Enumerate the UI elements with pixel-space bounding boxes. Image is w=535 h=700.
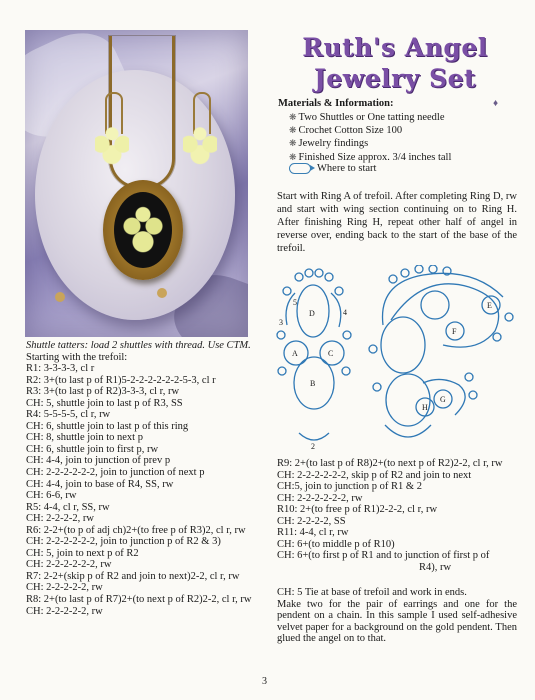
- instruction-line: CH: 2-2-2-2, SS: [277, 515, 346, 527]
- instruction-line: CH: 6+(to first p of R1 and to junction of first p of: [277, 550, 490, 562]
- list-item: [289, 151, 451, 164]
- instruction-line: CH: 2-2-2-2-2-2, rw: [26, 559, 112, 571]
- tatting-diagram: [273, 265, 518, 457]
- instruction-line: CH: 4-4, join to junction of prev p: [26, 455, 171, 467]
- instruction-line: Starting with the trefoil:: [26, 351, 128, 363]
- angel-earring: [183, 125, 217, 165]
- list-item: [289, 137, 451, 150]
- instruction-line: R5: 4-4, cl r, SS, rw: [26, 501, 110, 513]
- bead: [157, 288, 167, 298]
- instruction-line: CH: 5, join to next p of R2: [26, 547, 139, 559]
- star-bullet-icon: ❋: [289, 125, 297, 136]
- material-text: Crochet Cotton Size 100: [298, 125, 403, 137]
- right-instructions: [277, 458, 517, 573]
- ring-label: E: [487, 301, 492, 310]
- instruction-line: CH:5, join to junction p of R1 & 2: [277, 481, 422, 493]
- instruction-line: CH: 2-2-2-2-2, rw: [26, 582, 103, 594]
- star-bullet-icon: ❋: [289, 151, 297, 162]
- title-line: Jewelry Set: [313, 64, 477, 93]
- where-to-start: [289, 163, 376, 174]
- material-text: Jewelry findings: [298, 138, 369, 150]
- instruction-line: CH: 2-2-2-2, rw: [26, 513, 94, 525]
- page-title: [290, 32, 500, 94]
- closing-paragraph: Make two for the pair of earrings and one for the pendent on a chain. In this sample I used self-adhesive velvet paper for a background on the gold pendent. Then glued the angel on to that.: [277, 598, 517, 644]
- arrow-start-icon: [289, 163, 311, 174]
- instruction-line: R8: 2+(to last p of R7)2+(to next p of R2)2-2, cl r, rw: [26, 594, 252, 606]
- materials-heading: Materials & Information:: [278, 98, 394, 109]
- picot-count-label: 2: [311, 442, 315, 451]
- ring-label: D: [309, 309, 315, 318]
- closing-instructions: [277, 587, 517, 645]
- left-instructions: [26, 340, 266, 617]
- where-to-start-label: Where to start: [317, 163, 377, 174]
- ring-label: A: [292, 349, 298, 358]
- materials-list: [289, 111, 451, 164]
- instruction-line: R10: 2+(to free p of R1)2-2-2, cl r, rw: [277, 504, 438, 516]
- instruction-line: CH: 2-2-2-2-2-2, join to junction of next p: [26, 467, 205, 479]
- instruction-line: CH: 6-6, rw: [26, 490, 77, 502]
- instruction-line: CH: 8, shuttle join to next p: [26, 432, 143, 444]
- instruction-line: CH: 2-2-2-2-2-2, rw: [277, 492, 363, 504]
- ring-label: C: [328, 349, 334, 358]
- instruction-line: R1: 3-3-3-3, cl r: [26, 363, 95, 375]
- picot-count-label: 5: [293, 298, 297, 307]
- list-item: [289, 111, 451, 124]
- bead: [55, 292, 65, 302]
- angel-earring: [95, 125, 129, 165]
- star-bullet-icon: ❋: [289, 138, 297, 149]
- instruction-line: CH: 6, shuttle join to first p, rw: [26, 443, 159, 455]
- instruction-line: CH: 4-4, join to base of R4, SS, rw: [26, 478, 174, 490]
- diamond-icon: ♦: [493, 98, 499, 109]
- instruction-line: R9: 2+(to last p of R8)2+(to next p of R2)2-2, cl r, rw: [277, 458, 503, 469]
- instruction-line: R11: 4-4, cl r, rw: [277, 527, 349, 539]
- ring-label: F: [452, 327, 457, 336]
- page-number: 3: [262, 676, 267, 687]
- jewelry-photo: [25, 30, 248, 337]
- picot-count-label: 4: [343, 308, 347, 317]
- instruction-line: R4: 5-5-5-5, cl r, rw: [26, 409, 111, 421]
- instruction-line: R3: 3+(to last p of R2)3-3-3, cl r, rw: [26, 386, 180, 398]
- star-bullet-icon: ❋: [289, 112, 297, 122]
- instruction-line: CH: 2-2-2-2-2, rw: [26, 605, 103, 617]
- instruction-line: CH: 2-2-2-2-2-2, join to junction p of R2 & 3): [26, 536, 221, 548]
- instruction-line: CH: 2-2-2-2-2-2, skip p of R2 and join to next: [277, 469, 472, 481]
- list-item: [289, 124, 451, 137]
- instruction-line: R2: 3+(to last p of R1)5-2-2-2-2-2-2-5-3, cl r: [26, 374, 216, 386]
- instruction-line: CH: 5 Tie at base of trefoil and work in ends.: [277, 587, 467, 598]
- angel-pendant: [121, 200, 165, 258]
- shuttle-caption: Shuttle tatters: load 2 shuttles with thread. Use CTM.: [26, 340, 251, 351]
- instruction-line: R4), rw: [419, 561, 452, 573]
- ring-label: B: [310, 379, 316, 388]
- instruction-line: CH: 5, shuttle join to last p of R3, SS: [26, 397, 183, 409]
- material-text: Two Shuttles or One tatting needle: [298, 112, 445, 123]
- material-text: Finished Size approx. 3/4 inches tall: [298, 151, 452, 163]
- instruction-line: CH: 6+(to middle p of R10): [277, 538, 395, 550]
- instruction-line: CH: 6, shuttle join to last p of this ring: [26, 420, 189, 432]
- title-line: Ruth's Angel: [302, 33, 488, 62]
- instruction-line: R7: 2-2+(skip p of R2 and join to next)2-2, cl r, rw: [26, 570, 240, 582]
- ring-label: G: [440, 395, 446, 404]
- instruction-line: R6: 2-2+(to p of adj ch)2+(to free p of R3)2, cl r, rw: [26, 524, 246, 536]
- ring-label: H: [422, 403, 428, 412]
- picot-count-label: 3: [279, 318, 283, 327]
- intro-paragraph: Start with Ring A of trefoil. After completing Ring D, rw and start with wing section continuing on to Ring H. After finishing Ring H, repeat other half of angel in reverse over, ending back to the start of the base of the trefoil.: [277, 191, 517, 254]
